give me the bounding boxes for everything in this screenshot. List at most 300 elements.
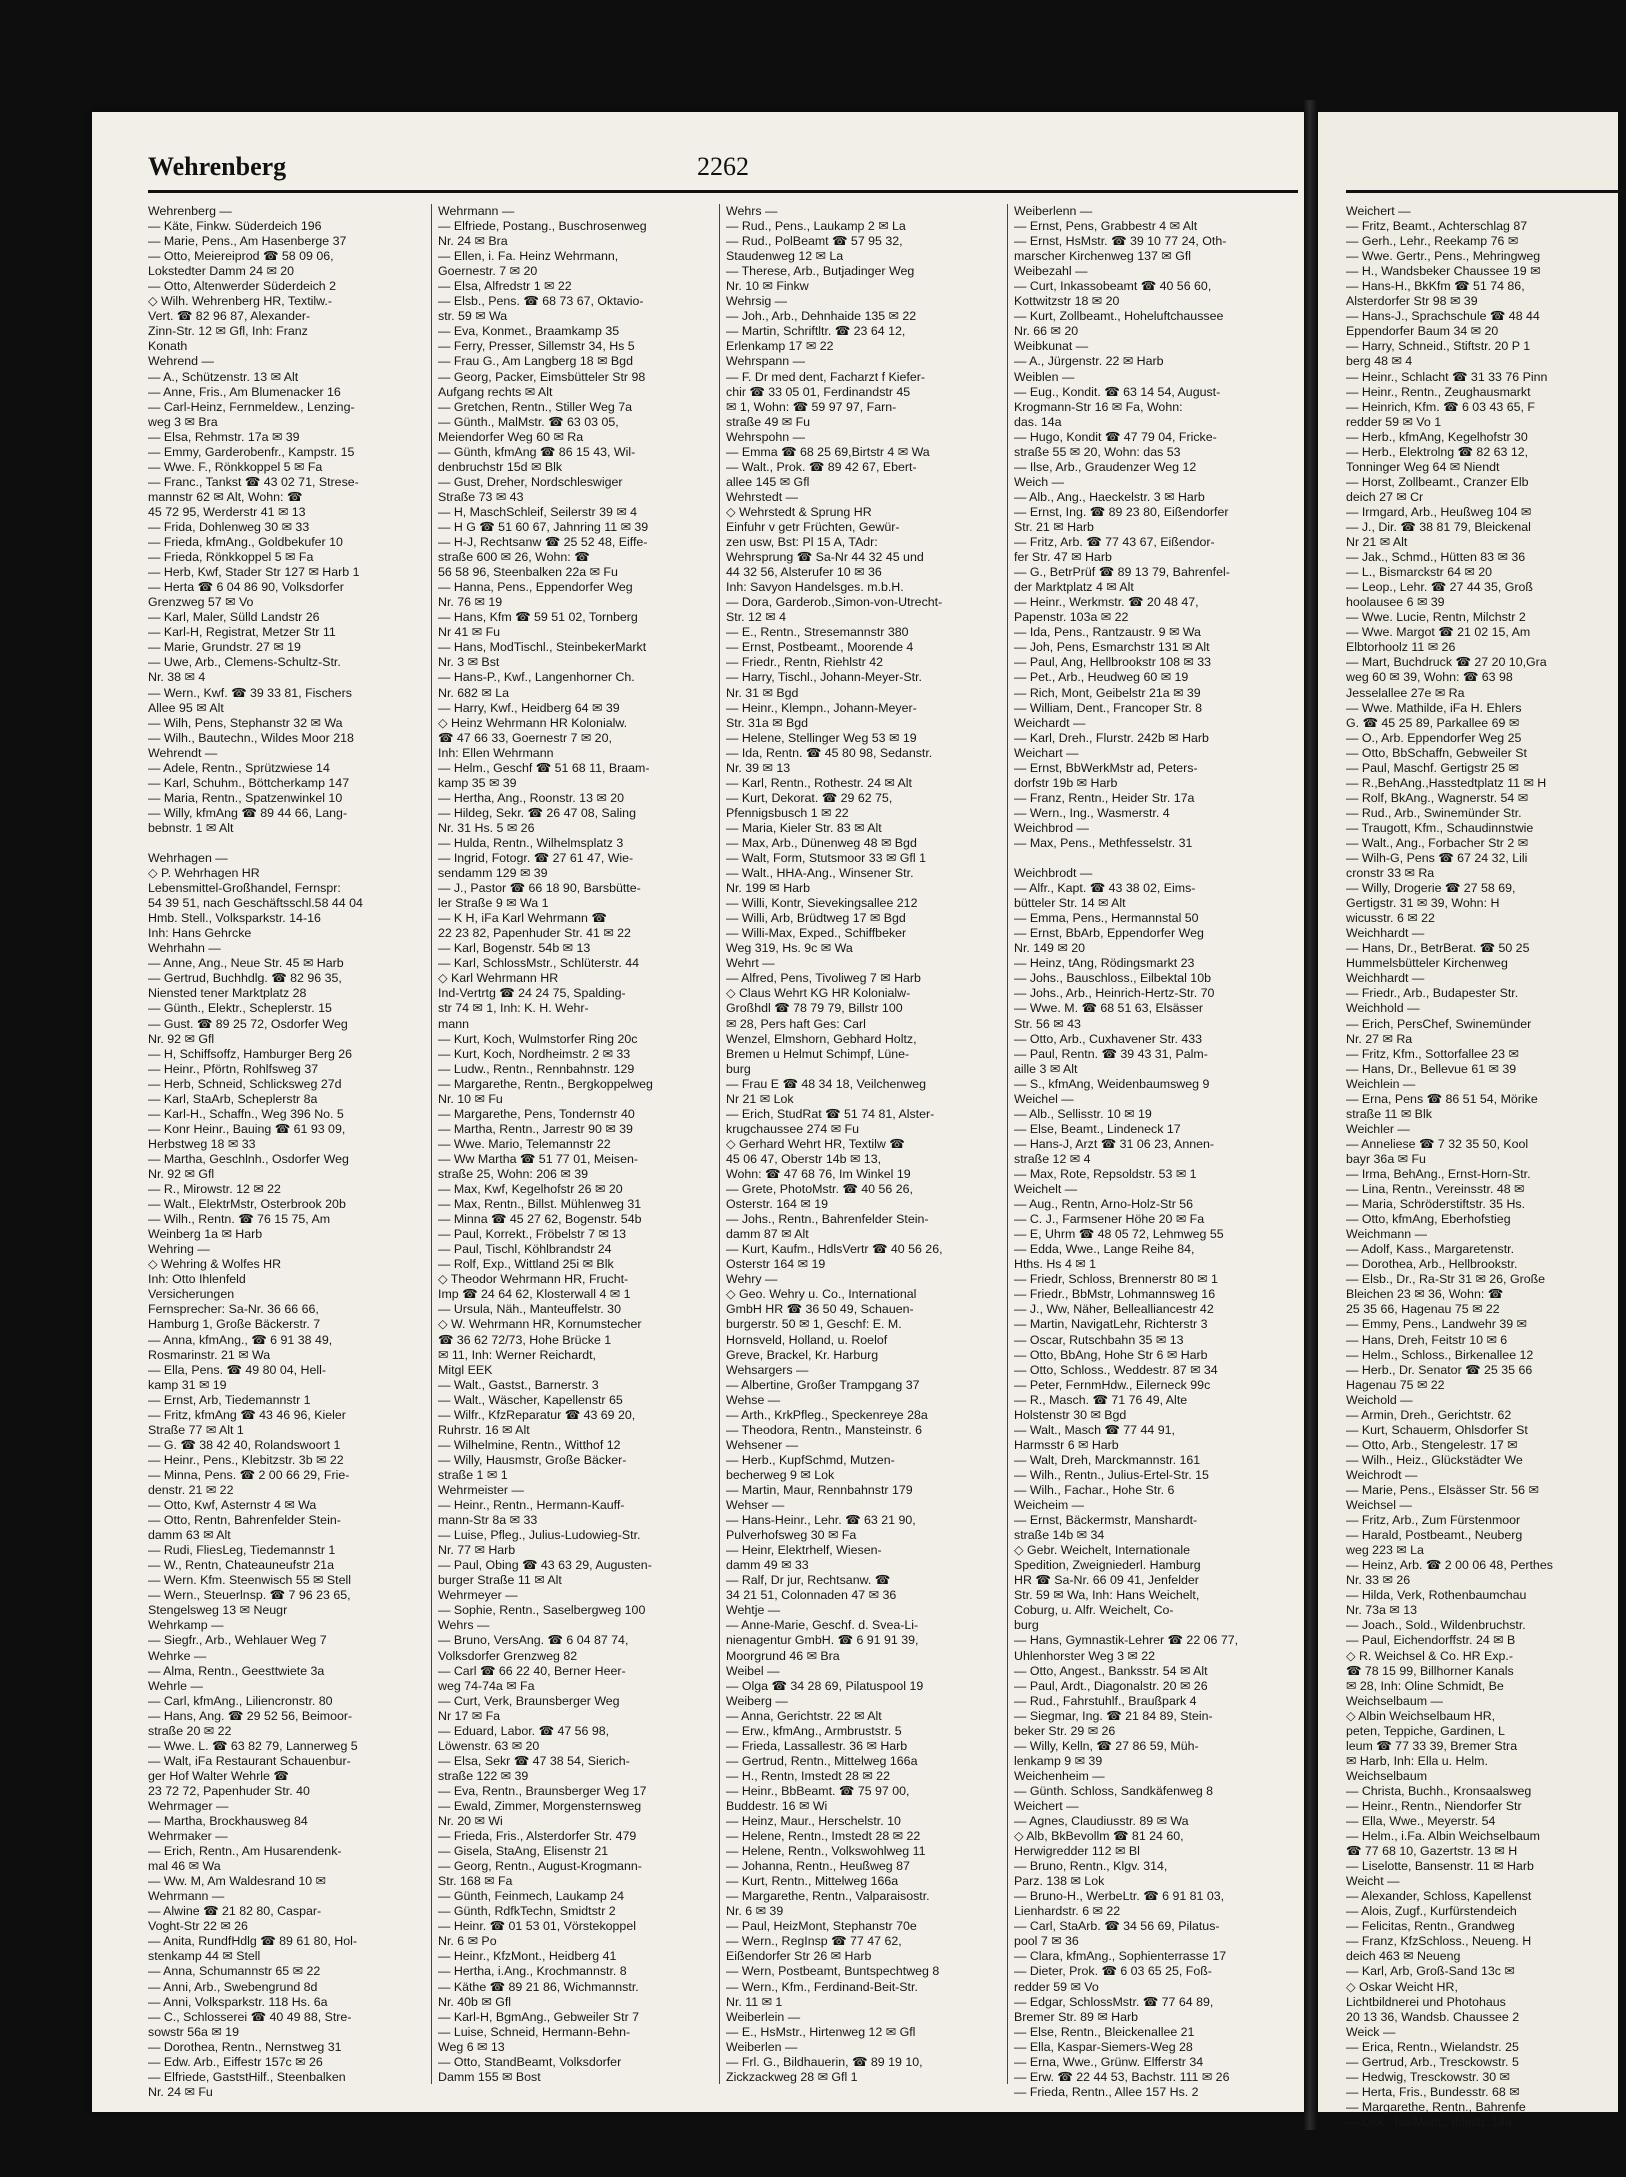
directory-entry-line: Pfennigsbusch 1 ✉ 22 — [726, 805, 849, 820]
directory-entry-line: — Ludw., Rentn., Rennbahnstr. 129 — [438, 1061, 635, 1076]
directory-entry-line: Bremer Str. 89 ✉ Harb — [1014, 2009, 1139, 2024]
directory-entry-line: — Albertine, Großer Trampgang 37 — [726, 1377, 920, 1392]
directory-entry-line: Nr. 73a ✉ 13 — [1346, 1603, 1417, 1618]
page-title: Wehrenberg — [148, 152, 287, 181]
directory-entry-line: — Dorothea, Arb., Hellbrookstr. — [1346, 1257, 1518, 1272]
surname-heading: Wehrmann — — [438, 204, 515, 218]
directory-entry-line: str 74 ✉ 1, Inh: K. H. Wehr- — [438, 1001, 589, 1016]
directory-entry-line: kamp 35 ✉ 39 — [438, 775, 517, 790]
directory-entry-line: — K H, iFa Karl Wehrmann ☎ — [438, 911, 607, 926]
directory-entry-line: Nr. 92 ✉ Gfl — [148, 1031, 215, 1046]
surname-heading: Wehrmeister — — [438, 1482, 524, 1497]
directory-entry-line: Nr. 77 ✉ Harb — [438, 1543, 516, 1558]
directory-entry-line: Uhlenhorster Weg 3 ✉ 22 — [1014, 1648, 1156, 1663]
directory-entry-line: Wohn: ☎ 47 68 76, Im Winkel 19 — [726, 1167, 911, 1181]
directory-entry-line: — Günth, RdfkTechn, Smidtstr 2 — [438, 1904, 616, 1919]
surname-heading: Wehrke — — [148, 1648, 207, 1663]
directory-entry-line: Alsterdorfer Str 98 ✉ 39 — [1346, 294, 1478, 309]
directory-entry-line: — Walt., Ang., Forbacher Str 2 ✉ — [1346, 835, 1529, 850]
directory-entry-line: 44 32 56, Alsterufer 10 ✉ 36 — [726, 565, 882, 580]
directory-entry-line: Wenzel, Elmshorn, Gebhard Holtz, — [726, 1031, 917, 1046]
directory-entry-line: — Gertrud, Buchhdlg. ☎ 82 96 35, — [148, 971, 342, 986]
directory-entry-line: — Ww. M, Am Waldesrand 10 ✉ — [148, 1874, 326, 1889]
directory-entry-line: 22 23 82, Papenhuder Str. 41 ✉ 22 — [438, 926, 631, 941]
directory-entry-line: — Friedr., Rentn, Riehlstr 42 — [726, 655, 884, 670]
directory-entry-line: Str. 31a ✉ Bgd — [726, 715, 809, 730]
directory-entry-line: — Rud., Arb., Swinemünder Str. — [1346, 805, 1522, 820]
surname-heading: Wehrmaker — — [148, 1829, 228, 1844]
directory-entry-line: — Anni, Volksparkstr. 118 Hs. 6a — [148, 1994, 328, 2009]
directory-entry-line: — Ernst, Ing. ☎ 89 23 80, Eißendorfer — [1014, 504, 1229, 519]
directory-entry-line: — Wwe. M. ☎ 68 51 63, Elsässer — [1014, 1001, 1203, 1016]
directory-entry-line: — Paul, Korrekt., Fröbelstr 7 ✉ 13 — [438, 1227, 627, 1242]
directory-entry-line: — Ella, Pens. ☎ 49 80 04, Hell- — [148, 1362, 326, 1377]
directory-entry-line: ☎ 36 62 72/73, Hohe Brücke 1 — [438, 1332, 612, 1347]
directory-entry-line: — Adele, Rentn., Sprützwiese 14 — [148, 760, 330, 775]
directory-entry-line: HR ☎ Sa-Nr. 66 09 41, Jenfelder — [1014, 1573, 1199, 1588]
directory-entry-line: Harmsstr 6 ✉ Harb — [1014, 1437, 1119, 1452]
directory-entry-line: Hagenau 75 ✉ 22 — [1346, 1377, 1445, 1392]
directory-entry-line: — Ellen, i. Fa. Heinz Wehrmann, — [438, 249, 619, 264]
directory-entry-line: Staudenweg 12 ✉ La — [726, 249, 844, 264]
directory-entry-line: — Carl, StaArb. ☎ 34 56 69, Pilatus- — [1014, 1919, 1220, 1934]
directory-entry-line: — Siegfr., Arb., Wehlauer Weg 7 — [148, 1633, 327, 1648]
directory-entry-line: — Leop., Lehr. ☎ 27 44 35, Groß — [1346, 580, 1533, 595]
directory-entry-line: — Elfriede, Postang., Buschrosenweg — [438, 219, 647, 234]
directory-entry-line: burger Straße 11 ✉ Alt — [438, 1573, 562, 1588]
directory-entry-line: — Fritz, kfmAng ☎ 43 46 96, Kieler — [148, 1407, 346, 1422]
directory-entry-line: — Gertrud, Rentn., Mittelweg 166a — [726, 1753, 918, 1768]
directory-entry-line: chir ☎ 33 05 01, Ferdinandstr 45 — [726, 384, 911, 399]
directory-entry-line: — Agnes, Claudiusstr. 89 ✉ Wa — [1014, 1814, 1189, 1829]
directory-entry-line: — Heinz, tAng, Rödingsmarkt 23 — [1014, 956, 1195, 971]
directory-entry-line: marscher Kirchenweg 137 ✉ Gfl — [1014, 249, 1192, 264]
directory-entry-line: — Marie, Pens., Elsässer Str. 56 ✉ — [1346, 1482, 1539, 1497]
directory-entry-line: Inh: Savyon Handelsges. m.b.H. — [726, 580, 904, 595]
directory-entry-line — [148, 836, 424, 851]
book-spine — [1304, 100, 1318, 2130]
directory-entry-line: — Johs., Bauschloss., Eilbektal 10b — [1014, 971, 1211, 986]
directory-entry-line: — Karl-H, BgmAng., Gebweiler Str 7 — [438, 2009, 640, 2024]
directory-entry-line: becherweg 9 ✉ Lok — [726, 1467, 835, 1482]
directory-entry-line: — Anneliese ☎ 7 32 35 50, Kool — [1346, 1136, 1529, 1151]
directory-entry-line: mann — [438, 1016, 469, 1031]
surname-heading: Wehrend — — [148, 354, 214, 369]
directory-entry-line: — Otto, Meiereiprod ☎ 58 09 06, — [148, 249, 334, 264]
page-number: 2262 — [697, 152, 749, 181]
directory-entry-line: — E., HsMstr., Hirtenweg 12 ✉ Gfl — [726, 2024, 916, 2039]
directory-entry-line: — J., Dir. ☎ 38 81 79, Bleickenal — [1346, 519, 1531, 534]
directory-entry-line: 25 35 66, Hagenau 75 ✉ 22 — [1346, 1302, 1500, 1317]
directory-entry-line: Greve, Brackel, Kr. Harburg — [726, 1347, 879, 1362]
directory-entry-line: Konath — [148, 339, 188, 354]
directory-entry-line: — Anita, RundfHdlg ☎ 89 61 80, Hol- — [148, 1934, 357, 1949]
directory-entry-line: — Ernst, Arb, Tiedemannstr 1 — [148, 1392, 311, 1407]
directory-entry-line: — Paul, HeizMont, Stephanstr 70e — [726, 1919, 917, 1934]
directory-entry-line: — Johanna, Rentn., Heußweg 87 — [726, 1859, 910, 1874]
directory-entry-line: Aufgang rechts ✉ Alt — [438, 384, 553, 399]
directory-entry-line: — Marie, Grundstr. 27 ✉ 19 — [148, 640, 301, 655]
surname-heading: Weichsel — — [1346, 1498, 1412, 1513]
directory-entry-line: — Paul, Eichendorffstr. 24 ✉ B — [1346, 1633, 1516, 1648]
directory-entry-line: — Wilh-G, Pens ☎ 67 24 32, Lili — [1346, 851, 1528, 866]
surname-heading: Weichrodt — — [1346, 1467, 1418, 1482]
directory-entry-line: — Frau E ☎ 48 34 18, Veilchenweg — [726, 1076, 927, 1091]
directory-entry-line: Grenzweg 57 ✉ Vo — [148, 595, 254, 610]
directory-entry-line: weg 74-74a ✉ Fa — [438, 1678, 535, 1693]
directory-entry-line: — Kurt, Schauerm, Ohlsdorfer St — [1346, 1422, 1528, 1437]
directory-entry-line: straße 20 ✉ 22 — [148, 1723, 232, 1738]
directory-entry-line: straße 12 ✉ 4 — [1014, 1151, 1091, 1166]
directory-entry-line: — Hildeg, Sekr. ☎ 26 47 08, Saling — [438, 805, 636, 820]
directory-entry-line: — G., BetrPrüf ☎ 89 13 79, Bahrenfel- — [1014, 565, 1230, 580]
directory-entry-line: — Martha, Geschlnh., Osdorfer Weg — [148, 1151, 349, 1166]
directory-entry-line: — Hertha, i.Ang., Krochmannstr. 8 — [438, 1964, 627, 1979]
directory-entry-line: — Heinr., Rentn., Niendorfer Str — [1346, 1798, 1522, 1813]
surname-heading: Weicheim — — [1014, 1498, 1084, 1513]
directory-entry-line: — Otto, BbAng, Hohe Str 6 ✉ Harb — [1014, 1347, 1208, 1362]
directory-entry-line: Nr. 39 ✉ 13 — [726, 760, 791, 775]
directory-entry-line: — Heinrich, Kfm. ☎ 6 03 43 65, F — [1346, 399, 1535, 414]
directory-entry-line: — Bruno, Rentn., Klgv. 314, — [1014, 1859, 1168, 1874]
directory-entry-line: lenkamp 9 ✉ 39 — [1014, 1753, 1103, 1768]
directory-entry-line: — Martin, Maur, Rennbahnstr 179 — [726, 1482, 913, 1497]
directory-entry-line: — Willi, Arb, Brüdtweg 17 ✉ Bgd — [726, 911, 906, 926]
directory-entry-line: — J., Ww, Näher, Bellealliancestr 42 — [1014, 1302, 1214, 1317]
directory-entry-line: — Alexander, Schloss, Kapellenst — [1346, 1889, 1532, 1904]
directory-entry-line: — Paul, Maschf. Gertigstr 25 ✉ — [1346, 760, 1519, 775]
surname-heading: Wehry — — [726, 1272, 778, 1287]
directory-entry-line: — Else, Beamt., Lindeneck 17 — [1014, 1121, 1181, 1136]
surname-heading: Weich — — [1014, 474, 1065, 489]
directory-entry-line: — C. J., Farmsener Höhe 20 ✉ Fa — [1014, 1212, 1205, 1227]
directory-entry-line: — Wern. Kfm. Steenwisch 55 ✉ Stell — [148, 1573, 351, 1588]
directory-entry-line: — Peter, FernmHdw., Eilerneck 99c — [1014, 1377, 1211, 1392]
directory-entry-line: — Walt, Form, Stutsmoor 33 ✉ Gfl 1 — [726, 851, 926, 866]
directory-entry-line: — Emmy, Pens., Landwehr 39 ✉ — [1346, 1317, 1527, 1332]
directory-entry-line: Nr. 10 ✉ Fu — [438, 1091, 503, 1106]
directory-entry-line: zen usw, Bst: Pl 15 A, TAdr: — [726, 535, 878, 550]
directory-entry-line: Inh: Hans Gehrcke — [148, 926, 252, 941]
surname-heading: Weichbrod — — [1014, 820, 1089, 835]
directory-entry-line: Allee 95 ✉ Alt — [148, 700, 224, 715]
directory-page — [92, 112, 1304, 2112]
directory-entry-line: allee 145 ✉ Gfl — [726, 474, 810, 489]
directory-entry-line: Nr. 682 ✉ La — [438, 685, 509, 700]
directory-entry-line: — Carl, kfmAng., Liliencronstr. 80 — [148, 1693, 333, 1708]
directory-entry-line: Hamburg 1, Große Bäckerstr. 7 — [148, 1317, 321, 1332]
surname-heading: Weichardt — — [1014, 715, 1086, 730]
directory-entry-line: beker Str. 29 ✉ 26 — [1014, 1723, 1116, 1738]
surname-heading: Weichmann — — [1346, 1227, 1428, 1242]
directory-entry-line: — Walt., Masch ☎ 77 44 91, — [1014, 1422, 1175, 1437]
directory-entry-line: Nr 21 ✉ Alt — [1346, 535, 1408, 550]
directory-entry-line: — Karl, SchlossMstr., Schlüterstr. 44 — [438, 956, 640, 971]
directory-entry-line: — Herb, Schneid, Schlicksweg 27d — [148, 1076, 342, 1091]
adjacent-page-column — [1346, 204, 1618, 2129]
directory-entry-line: — Gertrud, Arb., Tresckowstr. 5 — [1346, 2054, 1519, 2069]
directory-entry-line: burgerstr. 50 ✉ 1, Geschf: E. M. — [726, 1317, 902, 1332]
directory-entry-line: — Franz, KfzSchloss., Neueng. H — [1346, 1934, 1532, 1949]
directory-entry-line: Str. 59 ✉ Wa, Inh: Hans Weichelt, — [1014, 1588, 1200, 1603]
directory-entry-line: — Margarethe, Rentn., Bergkoppelweg — [438, 1076, 653, 1091]
directory-entry-line: stenkamp 44 ✉ Stell — [148, 1949, 261, 1964]
directory-entry-line: — Herb., Elektrolng ☎ 82 63 12, — [1346, 444, 1529, 459]
directory-entry-line: mal 46 ✉ Wa — [148, 1859, 221, 1874]
directory-entry-line: — Ernst, Bäckermstr, Manshardt- — [1014, 1513, 1198, 1528]
surname-heading: Wehrs — — [438, 1618, 490, 1633]
directory-entry-line: Kottwitzstr 18 ✉ 20 — [1014, 294, 1120, 309]
surname-heading: Wehse — — [726, 1392, 781, 1407]
directory-entry-line: — Herb., Dr. Senator ☎ 25 35 66 — [1346, 1362, 1533, 1377]
directory-entry-line: — Käthe ☎ 89 21 86, Wichmannstr. — [438, 1979, 639, 1994]
directory-columns — [148, 204, 1298, 2099]
directory-entry-line: — Otto, Angest., Banksstr. 54 ✉ Alt — [1014, 1663, 1208, 1678]
directory-entry-line: — Heinr., Pens., Klebitzstr. 3b ✉ 22 — [148, 1452, 344, 1467]
directory-entry-line: — Heinr, Elektrhelf, Wiesen- — [726, 1543, 882, 1558]
directory-entry-line: — Franz, Rentn., Heider Str. 17a — [1014, 790, 1195, 805]
directory-entry-line: — Rolf, BkAng., Wagnerstr. 54 ✉ — [1346, 790, 1529, 805]
directory-column-2 — [438, 204, 712, 2094]
directory-entry-line: — Edgar, SchlossMstr. ☎ 77 64 89, — [1014, 1994, 1214, 2009]
directory-entry-line: — Wilh, Pens, Stephanstr 32 ✉ Wa — [148, 715, 343, 730]
directory-entry-line: — Heinr., Rentn., Hermann-Kauff- — [438, 1498, 625, 1513]
surname-heading: Wehser — — [726, 1498, 785, 1513]
directory-entry-line: — Paul, Tischl, Köhlbrandstr 24 — [438, 1242, 612, 1257]
directory-entry-line: — H, Schiffsoffz, Hamburger Berg 26 — [148, 1046, 353, 1061]
directory-entry-line: — Otto, Arb., Cuxhavener Str. 433 — [1014, 1031, 1203, 1046]
surname-heading: Weichhold — — [1346, 1001, 1420, 1016]
directory-entry-line: — Anne, Fris., Am Blumenacker 16 — [148, 384, 341, 399]
directory-entry-line: Moorgrund 46 ✉ Bra — [726, 1648, 840, 1663]
directory-entry-line: — Kurt, Rentn., Mittelweg 166a — [726, 1874, 899, 1889]
directory-entry-line: — Max, Pens., Methfesselstr. 31 — [1014, 835, 1193, 850]
directory-entry-line: Niensted tener Marktplatz 28 — [148, 986, 307, 1001]
surname-heading: Wehring — — [148, 1242, 210, 1257]
directory-entry-line: — Fritz, Kfm., Sottorfallee 23 ✉ — [1346, 1046, 1519, 1061]
directory-entry-line: — Erna, Pens ☎ 86 51 54, Mörike — [1346, 1091, 1538, 1106]
directory-entry-line: 23 72 72, Papenhuder Str. 40 — [148, 1783, 310, 1798]
directory-entry-line: — Arth., KrkPfleg., Speckenreye 28a — [726, 1407, 928, 1422]
directory-entry-line: — Liselotte, Bansenstr. 11 ✉ Harb — [1346, 1859, 1534, 1874]
directory-entry-line: — Erw. ☎ 22 44 53, Bachstr. 111 ✉ 26 — [1014, 2069, 1230, 2084]
directory-entry-line: — Anna, Schumannstr 65 ✉ 22 — [148, 1964, 321, 1979]
directory-entry-line: — Frida, Dohlenweg 30 ✉ 33 — [148, 519, 310, 534]
page-header — [148, 152, 1298, 192]
directory-column-3 — [726, 204, 1000, 2094]
directory-entry-line: weg 60 ✉ 39, Wohn: ☎ 63 98 — [1346, 670, 1513, 685]
surname-heading: Wehrs — — [726, 204, 778, 218]
directory-entry-line: hoolausee 6 ✉ 39 — [1346, 595, 1445, 610]
directory-entry-line: ✉ Harb, Inh: Ella u. Helm. — [1346, 1753, 1488, 1768]
directory-entry-line: Spedition, Zweigniederl. Hamburg — [1014, 1558, 1201, 1573]
directory-entry-line: — Rich, Mont, Geibelstr 21a ✉ 39 — [1014, 685, 1201, 700]
directory-entry-line: ◇ R. Weichsel & Co. HR Exp.- — [1346, 1648, 1513, 1663]
directory-entry-line: ◇ P. Wehrhagen HR — [148, 866, 260, 881]
directory-entry-line: deich 27 ✉ Cr — [1346, 489, 1424, 504]
directory-entry-line: — Günth, Feinmech, Laukamp 24 — [438, 1889, 624, 1904]
directory-entry-line: — Rudi, FliesLeg, Tiedemannstr 1 — [148, 1543, 336, 1558]
surname-heading: Weibezahl — — [1014, 264, 1088, 279]
directory-entry-line: — H-J, Rechtsanw ☎ 25 52 48, Eiffe- — [438, 535, 648, 550]
directory-entry-line: — W., Rentn, Chateauneufstr 21a — [148, 1558, 334, 1573]
directory-entry-line: — Frieda, Rönkkoppel 5 ✉ Fa — [148, 550, 314, 565]
surname-heading: Wehrmeyer — — [438, 1588, 518, 1603]
directory-entry-line: — Wilh., Heiz., Glückstädter We — [1346, 1452, 1523, 1467]
directory-entry-line: — William, Dent., Francoper Str. 8 — [1014, 700, 1202, 715]
directory-entry-line: — Hans-Heinr., Lehr. ☎ 63 21 90, — [726, 1513, 916, 1528]
directory-entry-line: — Wwe. Mario, Telemannstr 22 — [438, 1136, 611, 1151]
directory-entry-line: — Elsa, Sekr ☎ 47 38 54, Sierich- — [438, 1753, 630, 1768]
directory-entry-line: ◇ Wilh. Wehrenberg HR, Textilw.- — [148, 294, 332, 309]
directory-entry-line: — Walt, iFa Restaurant Schauenbur- — [148, 1753, 351, 1768]
directory-entry-line: ◇ Karl Wehrmann HR — [438, 971, 559, 986]
directory-entry-line: ☎ 78 15 99, Billhorner Kanals — [1346, 1663, 1514, 1678]
directory-entry-line: — Curt, Inkassobeamt ☎ 40 56 60, — [1014, 279, 1212, 294]
directory-entry-line: — Harry, Kwf., Heidberg 64 ✉ 39 — [438, 700, 620, 715]
directory-entry-line: — Joh, Pens, Esmarchstr 131 ✉ Alt — [1014, 640, 1210, 655]
directory-entry-line: — Minna, Pens. ☎ 2 00 66 29, Frie- — [148, 1467, 350, 1482]
directory-entry-line: — Alois, Zugf., Kurfürstendeich — [1346, 1904, 1517, 1919]
directory-entry-line: — Max, Rote, Repsoldstr. 53 ✉ 1 — [1014, 1167, 1197, 1181]
directory-entry-line: Nr. 92 ✉ Gfl — [148, 1167, 215, 1181]
directory-entry-line: Voght-Str 22 ✉ 26 — [148, 1919, 248, 1934]
directory-entry-line: — Margarethe, Rentn., Valparaisostr. — [726, 1889, 930, 1904]
directory-entry-line: — Lina, Rentn., Vereinsstr. 48 ✉ — [1346, 1182, 1525, 1197]
directory-entry-line: Bleichen 23 ✉ 36, Wohn: ☎ — [1346, 1287, 1504, 1302]
directory-entry-line: Hths. Hs 4 ✉ 1 — [1014, 1257, 1096, 1272]
directory-entry-line: Imp ☎ 24 64 62, Klosterwall 4 ✉ 1 — [438, 1287, 631, 1302]
directory-entry-line: — Karl-H, Registrat, Metzer Str 11 — [148, 625, 336, 640]
directory-entry-line: — Hans-H., BkKfm ☎ 51 74 86, — [1346, 279, 1525, 294]
directory-entry-line: — Wilh., Fachar., Hohe Str. 6 — [1014, 1482, 1175, 1497]
surname-heading: Wehrkamp — — [148, 1618, 224, 1633]
directory-entry-line: Nr. 24 ✉ Fu — [148, 2084, 213, 2099]
directory-entry-line: — Emma, Pens., Hermannstal 50 — [1014, 911, 1199, 926]
directory-entry-line: — Harald, Postbeamt., Neuberg — [1346, 1528, 1523, 1543]
directory-entry-line: — Wwe. Margot ☎ 21 02 15, Am — [1346, 625, 1531, 640]
directory-entry-line: — Ralf, Dr jur, Rechtsanw. ☎ — [726, 1573, 891, 1588]
directory-entry-line: Nr. 66 ✉ 20 — [1014, 324, 1079, 339]
directory-column-4 — [1014, 204, 1298, 2099]
directory-entry-line: Hummelsbütteler Kirchenweg — [1346, 956, 1508, 971]
directory-entry-line: denstr. 21 ✉ 22 — [148, 1482, 234, 1497]
surname-heading: Weichlein — — [1346, 1076, 1416, 1091]
directory-entry-line: — Marie, Pens., Am Hasenberge 37 — [148, 234, 347, 249]
directory-entry-line: Weichselbaum — [1346, 1768, 1428, 1783]
surname-heading: Weichel — — [1014, 1091, 1074, 1106]
directory-entry-line: — Emmy, Garderobenfr., Kampstr. 15 — [148, 444, 355, 459]
directory-entry-line: Nr. 31 ✉ Bgd — [726, 685, 799, 700]
directory-entry-line: — Otto, Arb., Stengelestr. 17 ✉ — [1346, 1437, 1518, 1452]
directory-entry-line: leum ☎ 77 33 39, Bremer Stra — [1346, 1738, 1518, 1753]
directory-entry-line: Str. 56 ✉ 43 — [1014, 1016, 1081, 1031]
directory-entry-line: — Dora, Garderob.,Simon-von-Utrecht- — [726, 595, 943, 610]
surname-heading: Wehsener — — [726, 1437, 799, 1452]
directory-entry-line: — Alb., Ang., Haeckelstr. 3 ✉ Harb — [1014, 489, 1205, 504]
directory-entry-line: — Ella, Wwe., Meyerstr. 54 — [1346, 1814, 1496, 1829]
directory-entry-line: — Elsa, Alfredstr 1 ✉ 22 — [438, 279, 572, 294]
directory-entry-line: — H., Wandsbeker Chaussee 19 ✉ — [1346, 264, 1541, 279]
directory-entry-line: Zinn-Str. 12 ✉ Gfl, Inh: Franz — [148, 324, 308, 339]
directory-entry-line: Eppendorfer Baum 34 ✉ 20 — [1346, 324, 1499, 339]
directory-entry-line: — Christa, Buchh., Kronsaalsweg — [1346, 1783, 1532, 1798]
surname-heading: Weiberlein — — [726, 2009, 801, 2024]
directory-entry-line: — Franc., Tankst ☎ 43 02 71, Strese- — [148, 474, 359, 489]
directory-entry-line: — Walt., Prok. ☎ 89 42 67, Ebert- — [726, 459, 917, 474]
directory-entry-line: — Otto, Schloss., Weddestr. 87 ✉ 34 — [1014, 1362, 1218, 1377]
directory-entry-line: — Kurt, Koch, Wulmstorfer Ring 20c — [438, 1031, 638, 1046]
directory-entry-line: — Hans-J., Sprachschule ☎ 48 44 — [1346, 309, 1540, 324]
directory-entry-line: Lebensmittel-Großhandel, Fernspr: — [148, 881, 341, 896]
directory-entry-line: 34 21 51, Colonnaden 47 ✉ 36 — [726, 1588, 897, 1603]
directory-entry-line: — Wern., Kwf. ☎ 39 33 81, Fischers — [148, 685, 352, 700]
directory-entry-line: — O., Arb. Eppendorfer Weg 25 — [1346, 730, 1522, 745]
directory-entry-line: — Ernst, BbWerkMstr ad, Peters- — [1014, 760, 1198, 775]
surname-heading: Wehrendt — — [148, 745, 218, 760]
directory-entry-line: Holstenstr 30 ✉ Bgd — [1014, 1407, 1127, 1422]
surname-heading: Wehrspann — — [726, 354, 805, 369]
directory-entry-line: 54 39 51, nach Geschäftsschl.58 44 04 — [148, 896, 363, 911]
directory-entry-line: — Alb., Sellisstr. 10 ✉ 19 — [1014, 1106, 1152, 1121]
directory-entry-line: — Ww Martha ☎ 51 77 01, Meisen- — [438, 1151, 638, 1166]
surname-heading: Wehsargers — — [726, 1362, 809, 1377]
directory-entry-line: — Adolf, Kass., Margaretenstr. — [1346, 1242, 1515, 1257]
directory-entry-line: ◇ Theodor Wehrmann HR, Frucht- — [438, 1272, 629, 1287]
directory-entry-line: — C., Schlosserei ☎ 40 49 88, Stre- — [148, 2009, 352, 2024]
directory-entry-line: — Horst, Zollbeamt., Cranzer Elb — [1346, 474, 1529, 489]
directory-entry-line: — Hans, Dr., BetrBerat. ☎ 50 25 — [1346, 941, 1530, 956]
directory-entry-line: ✉ 1, Wohn: ☎ 59 97 97, Farn- — [726, 399, 897, 414]
directory-entry-line: — Heinr., BbBeamt. ☎ 75 97 00, — [726, 1783, 910, 1798]
directory-entry-line: damm 63 ✉ Alt — [148, 1528, 231, 1543]
directory-entry-line: — Ernst, Postbeamt., Moorende 4 — [726, 640, 914, 655]
directory-entry-line: — S., kfmAng, Weidenbaumsweg 9 — [1014, 1076, 1210, 1091]
directory-entry-line: Bremen u Helmut Schimpf, Lüne- — [726, 1046, 910, 1061]
directory-entry-line: — Karl, Schuhm., Böttcherkamp 147 — [148, 775, 350, 790]
directory-entry-line: — Hans, Ang. ☎ 29 52 56, Beimoor- — [148, 1708, 353, 1723]
directory-entry-line: Nr 17 ✉ Fa — [438, 1708, 501, 1723]
directory-entry-line: Damm 155 ✉ Bost — [438, 2069, 541, 2084]
directory-entry-line: — Fritz, Arb. ☎ 77 43 67, Eißendor- — [1014, 535, 1215, 550]
directory-entry-line: — Alfred, Pens, Tivoliweg 7 ✉ Harb — [726, 971, 921, 986]
directory-entry-line: Straße 77 ✉ Alt 1 — [148, 1422, 244, 1437]
directory-entry-line: — H, MaschSchleif, Seilerstr 39 ✉ 4 — [438, 504, 638, 519]
directory-entry-line: weg 3 ✉ Bra — [148, 414, 218, 429]
directory-entry-line: — Otto, BbSchaffn, Gebweiler St — [1346, 745, 1527, 760]
directory-entry-line: — Johs., Rentn., Bahrenfelder Stein- — [726, 1212, 929, 1227]
directory-entry-line: Jesselallee 27e ✉ Ra — [1346, 685, 1465, 700]
directory-entry-line: — Gerh., Lehr., Reekamp 76 ✉ — [1346, 234, 1519, 249]
directory-entry-line: — Hanna, Pens., Eppendorfer Weg — [438, 580, 633, 595]
directory-entry-line: — Erica, Rentn., Wielandstr. 25 — [1346, 2039, 1519, 2054]
directory-entry-line: — Anne, Ang., Neue Str. 45 ✉ Harb — [148, 956, 344, 971]
directory-entry-line: — Frau G., Am Langberg 18 ✉ Bgd — [438, 354, 633, 369]
directory-entry-line: — Wilh., Bautechn., Wildes Moor 218 — [148, 730, 354, 745]
directory-entry-line: Str. 21 ✉ Harb — [1014, 519, 1094, 534]
directory-entry-line: — Hans-P., Kwf., Langenhorner Ch. — [438, 670, 635, 685]
directory-entry-line: peten, Teppiche, Gardinen, L — [1346, 1723, 1505, 1738]
directory-entry-line: ◇ W. Wehrmann HR, Kornumstecher — [438, 1317, 642, 1332]
directory-entry-line: — Elsb., Dr., Ra-Str 31 ✉ 26, Große — [1346, 1272, 1546, 1287]
directory-entry-line: Wehrsprung ☎ Sa-Nr 44 32 45 und — [726, 550, 924, 565]
directory-entry-line: Nr 41 ✉ Fu — [438, 625, 501, 640]
surname-heading: Weichhardt — — [1346, 971, 1425, 986]
directory-entry-line: Osterstr 164 ✉ 19 — [726, 1257, 826, 1272]
directory-entry-line: — Karl, Bogenstr. 54b ✉ 13 — [438, 941, 591, 956]
directory-entry-line: — Ernst, BbArb, Eppendorfer Weg — [1014, 926, 1204, 941]
directory-entry-line: — Martha, Rentn., Jarrestr 90 ✉ 39 — [438, 1121, 633, 1136]
